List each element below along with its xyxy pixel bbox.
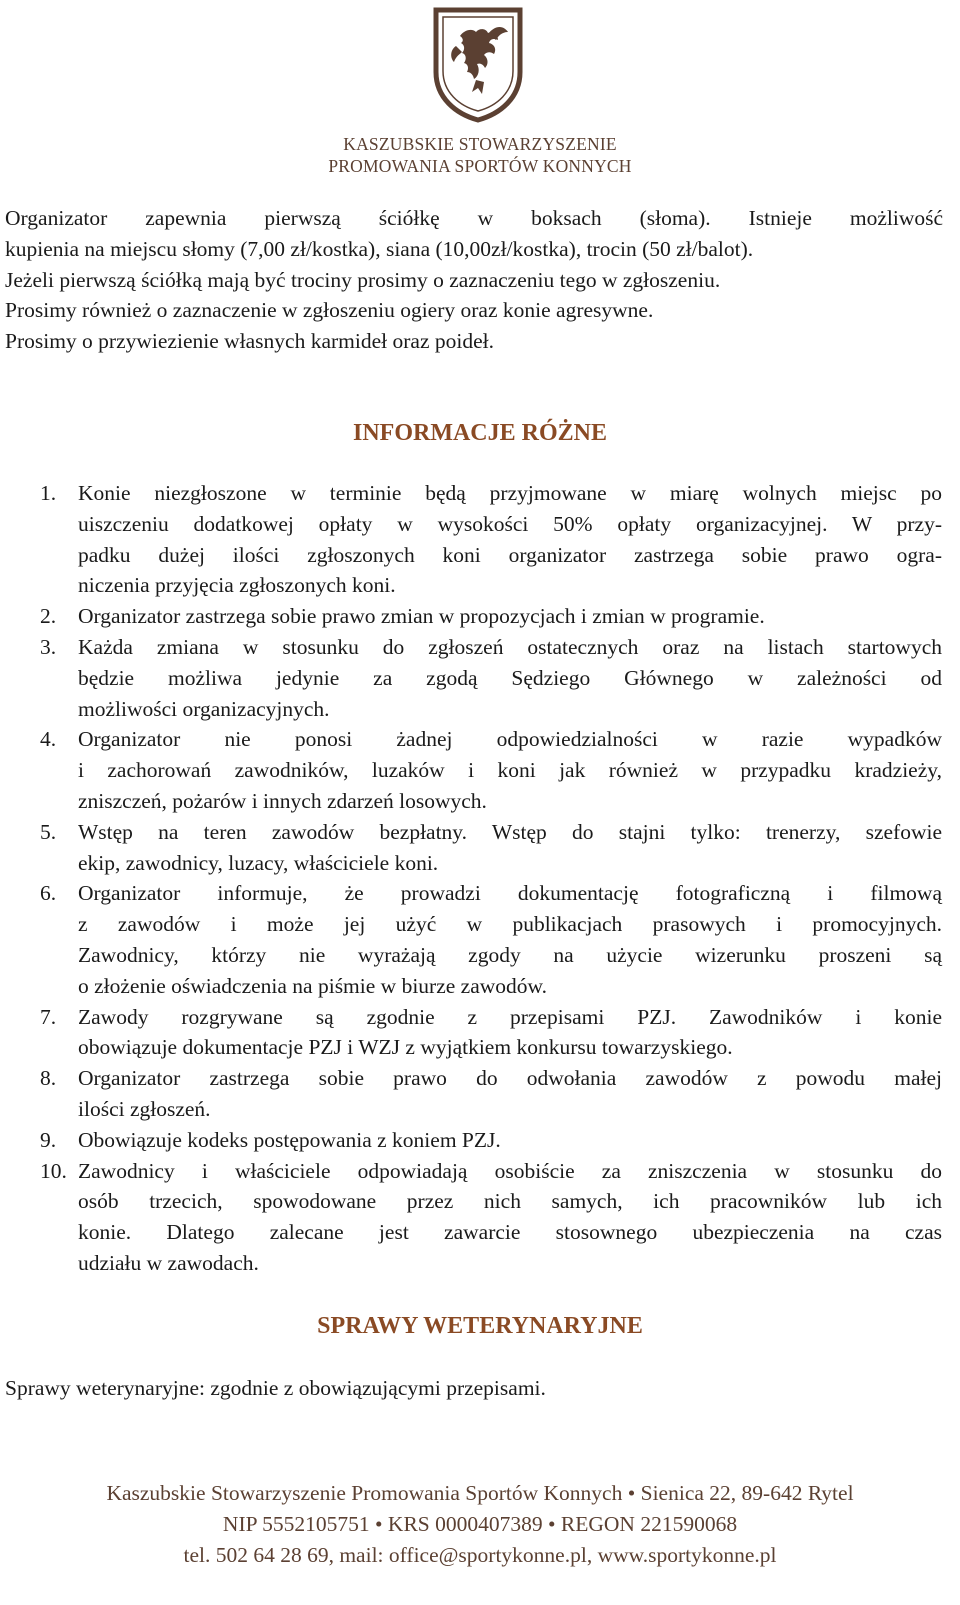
item-line: Wstęp na teren zawodów bezpłatny. Wstęp do stajni tylko: trenerzy, szefowie — [78, 819, 942, 844]
list-item — [40, 1002, 942, 1064]
item-line: obowiązuje dokumentacje PZJ i WZJ z wyjątkiem konkursu towarzyskiego. — [78, 1035, 733, 1060]
item-line: padku dużej ilości zgłoszonych koni organizator zastrzega sobie prawo ogra- — [78, 542, 942, 567]
item-line: Organizator informuje, że prowadzi dokumentację fotograficzną i filmową — [78, 881, 942, 906]
item-line: zniszczeń, pożarów i innych zdarzeń losowych. — [78, 788, 487, 813]
item-number: 7. — [40, 1004, 57, 1029]
org-name-line1: KASZUBSKIE STOWARZYSZENIE — [343, 134, 617, 154]
intro-line: Jeżeli pierwszą ściółką mają być trociny prosimy o zaznaczeniu tego w zgłoszeniu. — [5, 267, 721, 292]
griffin-shield-icon — [432, 6, 524, 124]
item-text — [78, 1063, 942, 1125]
intro-line: kupienia na miejscu słomy (7,00 zł/kostka), siana (10,00zł/kostka), trocin (50 zł/balot). — [5, 236, 754, 261]
list-item — [40, 878, 942, 1001]
item-line: Organizator nie ponosi żadnej odpowiedzialności w razie wypadków — [78, 727, 942, 752]
list-item — [40, 632, 942, 724]
item-line: osób trzecich, spowodowane przez nich samych, ich pracowników lub ich — [78, 1189, 942, 1214]
item-line: możliwości organizacyjnych. — [78, 696, 330, 721]
intro-line: Prosimy również o zaznaczenie w zgłoszeniu ogiery oraz konie agresywne. — [5, 298, 654, 323]
footer-address: Kaszubskie Stowarzyszenie Promowania Sportów Konnych • Sienica 22, 89-642 Rytel — [106, 1481, 854, 1505]
item-line: będzie możliwa jedynie za zgodą Sędziego Głównego w zależności od — [78, 665, 942, 690]
list-item — [40, 817, 942, 879]
letterhead — [0, 6, 960, 176]
item-text — [78, 724, 942, 816]
list-item — [40, 478, 942, 601]
item-number: 10. — [40, 1158, 67, 1183]
item-line: konie. Dlatego zalecane jest zawarcie stosownego ubezpieczenia na czas — [78, 1220, 942, 1245]
item-line: ekip, zawodnicy, luzacy, właściciele koni. — [78, 850, 439, 875]
item-number: 9. — [40, 1127, 57, 1152]
intro-line: Organizator zapewnia pierwszą ściółkę w boksach (słoma). Istnieje możliwość — [5, 206, 943, 230]
item-line: o złożenie oświadczenia na piśmie w biurze zawodów. — [78, 973, 548, 998]
item-line: i zachorowań zawodników, luzaków i koni jak również w przypadku kradzieży, — [78, 758, 942, 783]
org-name-line2: PROMOWANIA SPORTÓW KONNYCH — [328, 156, 632, 176]
list-item — [40, 1063, 942, 1125]
item-number: 6. — [40, 881, 57, 906]
item-text — [78, 878, 942, 1001]
item-text — [78, 478, 942, 601]
item-line: niczenia przyjęcia zgłoszonych koni. — [78, 573, 396, 598]
item-line: Organizator zastrzega sobie prawo zmian w propozycjach i zmian w programie. — [78, 604, 765, 629]
item-line: uiszczeniu dodatkowej opłaty w wysokości 50% opłaty organizacyjnej. W przy- — [78, 511, 942, 536]
item-number: 1. — [40, 481, 57, 505]
item-text — [78, 1002, 942, 1064]
item-text — [78, 1125, 942, 1156]
item-line: Zawodnicy i właściciele odpowiadają osobiście za zniszczenia w stosunku do — [78, 1158, 942, 1183]
item-line: z zawodów i może jej użyć w publikacjach prasowych i promocyjnych. — [78, 912, 942, 937]
list-item — [40, 1125, 942, 1156]
intro-paragraph — [5, 203, 943, 357]
item-line: Obowiązuje kodeks postępowania z koniem PZJ. — [78, 1127, 501, 1152]
item-line: Każda zmiana w stosunku do zgłoszeń ostatecznych oraz na listach startowych — [78, 634, 942, 659]
list-item — [40, 1156, 942, 1279]
item-line: Organizator zastrzega sobie prawo do odwołania zawodów z powodu małej — [78, 1066, 942, 1091]
list-item — [40, 601, 942, 632]
item-line: Zawodnicy, którzy nie wyrażają zgody na użycie wizerunku proszeni są — [78, 942, 942, 967]
item-text — [78, 817, 942, 879]
item-text — [78, 632, 942, 724]
footer-contact — [0, 1478, 960, 1571]
intro-line: Prosimy o przywiezienie własnych karmideł oraz poideł. — [5, 329, 494, 354]
section-title-weterynaryjne: SPRAWY WETERYNARYJNE — [317, 1313, 643, 1339]
item-number: 3. — [40, 634, 57, 659]
item-number: 2. — [40, 604, 57, 629]
item-text — [78, 1156, 942, 1279]
footer-contact-line: tel. 502 64 28 69, mail: office@sportykonne.pl, www.sportykonne.pl — [183, 1543, 777, 1567]
item-number: 8. — [40, 1066, 57, 1091]
item-number: 5. — [40, 819, 57, 844]
item-line: udziału w zawodach. — [78, 1250, 259, 1275]
section-title-informacje: INFORMACJE RÓŻNE — [352, 420, 607, 446]
list-item — [40, 724, 942, 816]
footer-registry: NIP 5552105751 • KRS 0000407389 • REGON 221590068 — [222, 1512, 738, 1536]
item-line: Zawody rozgrywane są zgodnie z przepisami PZJ. Zawodników i konie — [78, 1004, 942, 1029]
vet-statement: Sprawy weterynaryjne: zgodnie z obowiązującymi przepisami. — [5, 1376, 546, 1400]
item-line: ilości zgłoszeń. — [78, 1096, 211, 1121]
item-line: Konie niezgłoszone w terminie będą przyjmowane w miarę wolnych miejsc po — [78, 481, 942, 505]
item-text — [78, 601, 942, 632]
rules-list — [40, 478, 942, 1279]
item-number: 4. — [40, 727, 57, 752]
